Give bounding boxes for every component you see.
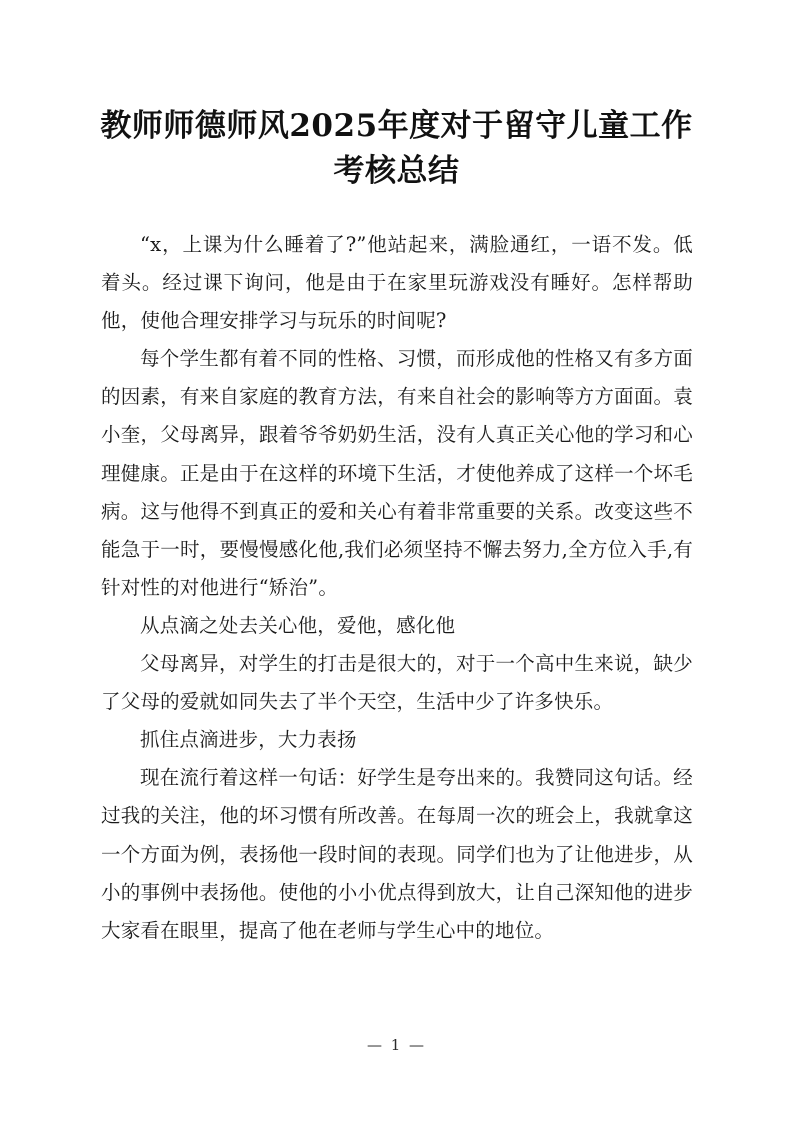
document-body	[101, 226, 693, 950]
page-number-footer: — 1 —	[366, 1036, 427, 1054]
paragraph: 每个学生都有着不同的性格、习惯，而形成他的性格又有多方面的因素，有来自家庭的教育方法，有来自社会的影响等方方面面。袁小奎，父母离异，跟着爷爷奶奶生活，没有人真正关心他的学习和心理健康。正是由于在这样的环境下生活，才使他养成了这样一个坏毛病。这与他得不到真正的爱和关心有着非常重要的关系。改变这些不能急于一时，要慢慢感化他,我们必须坚持不懈去努力,全方位入手,有针对性的对他进行“矫治”。	[101, 347, 693, 599]
paragraph: 抓住点滴进步，大力表扬	[140, 728, 357, 752]
paragraph: 现在流行着这样一句话：好学生是夸出来的。我赞同这句话。经过我的关注，他的坏习惯有所改善。在每周一次的班会上，我就拿这一个方面为例，表扬他一段时间的表现。同学们也为了让他进步，从小的事例中表扬他。使他的小小优点得到放大，让自己深知他的进步大家看在眼里，提高了他在老师与学生心中的地位。	[101, 766, 693, 942]
paragraph: 从点滴之处去关心他，爱他，感化他	[140, 613, 456, 637]
paragraph: “x，上课为什么睡着了?”他站起来，满脸通红，一语不发。低着头。经过课下询问，他是由于在家里玩游戏没有睡好。怎样帮助他，使他合理安排学习与玩乐的时间呢?	[101, 233, 693, 333]
page-title: 教师师德师风2025年度对于留守儿童工作考核总结	[100, 108, 693, 189]
paragraph: 父母离异，对学生的打击是很大的，对于一个高中生来说，缺少了父母的爱就如同失去了半个天空，生活中少了许多快乐。	[101, 652, 693, 714]
